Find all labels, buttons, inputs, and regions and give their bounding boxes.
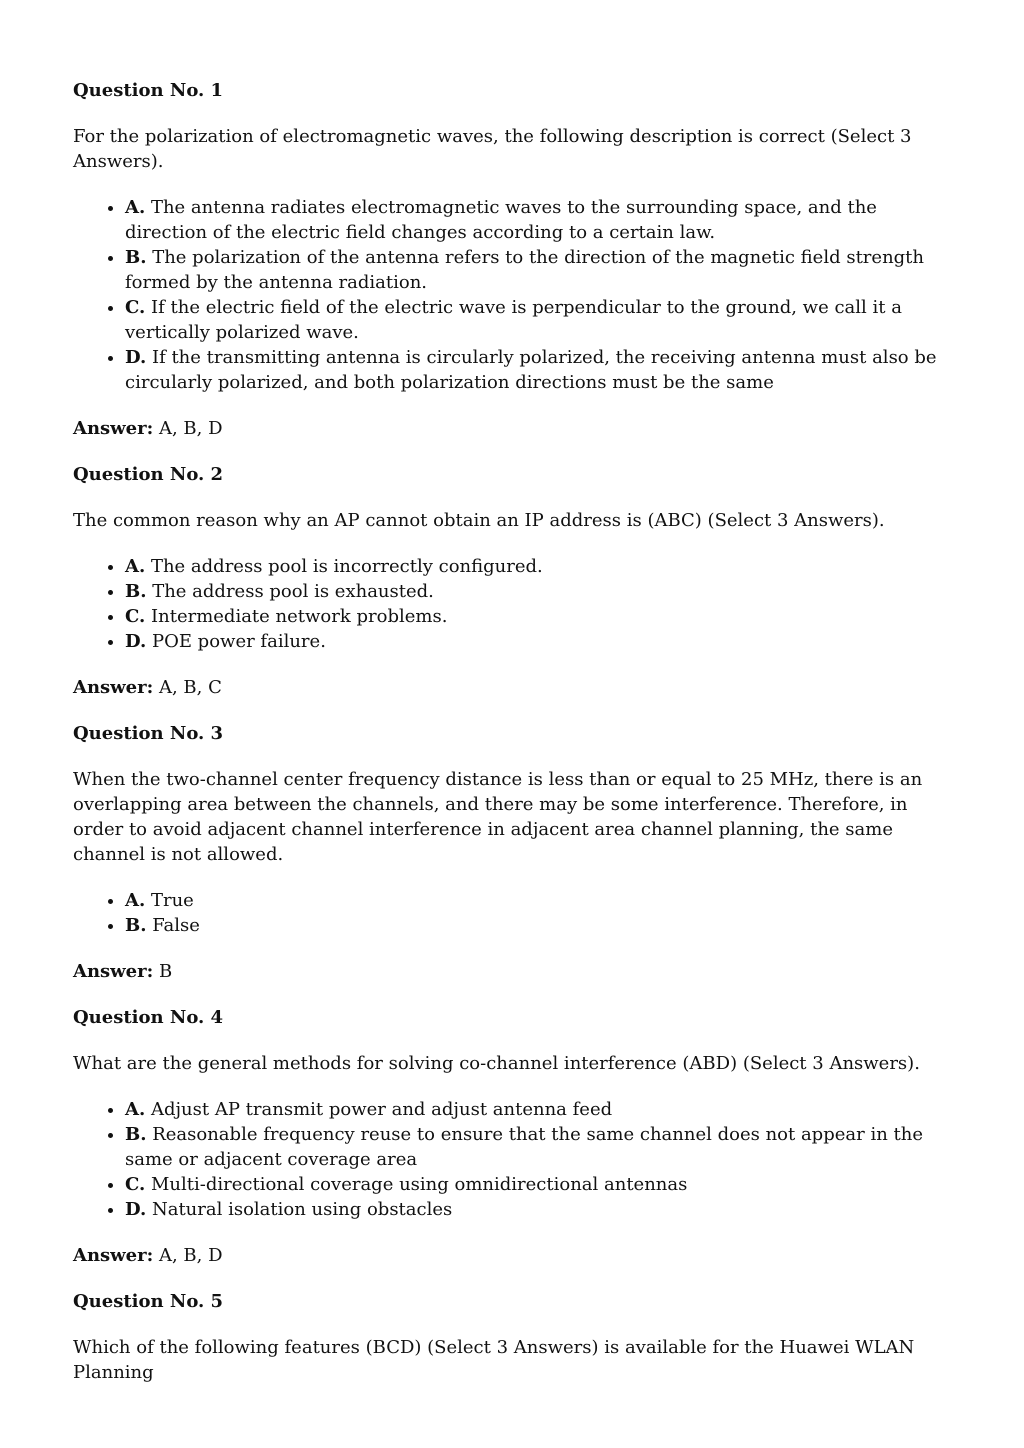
option-text: The polarization of the antenna refers to the direction of the magnetic field strength formed by the antenna radiation. <box>125 247 925 293</box>
option-item <box>125 579 954 604</box>
option-letter: C. <box>125 1174 146 1195</box>
option-text: The antenna radiates electromagnetic waves to the surrounding space, and the direction of the electric field changes according to a certain law. <box>125 197 877 243</box>
answer-label: Answer: <box>73 418 154 439</box>
option-text: If the transmitting antenna is circularly polarized, the receiving antenna must also be circularly polarized, and both polarization directions must be the same <box>125 347 937 393</box>
question-5 <box>73 1289 954 1385</box>
question-title: Question No. 5 <box>73 1291 224 1312</box>
option-letter: D. <box>125 1199 147 1220</box>
option-item <box>125 1197 954 1222</box>
option-text: Natural isolation using obstacles <box>146 1199 453 1220</box>
answer-line <box>73 416 954 441</box>
question-title: Question No. 1 <box>73 80 224 101</box>
question-text: The common reason why an AP cannot obtain an IP address is (ABC) (Select 3 Answers). <box>73 510 885 531</box>
question-title: Question No. 4 <box>73 1007 224 1028</box>
answer-label: Answer: <box>73 1245 154 1266</box>
option-list <box>73 554 954 654</box>
answer-value: A, B, D <box>153 1245 223 1266</box>
option-text: The address pool is incorrectly configured. <box>145 556 543 577</box>
option-text: True <box>145 890 194 911</box>
option-item <box>125 1122 954 1172</box>
question-4 <box>73 1005 954 1268</box>
option-list <box>73 1097 954 1222</box>
option-item <box>125 604 954 629</box>
answer-line <box>73 1243 954 1268</box>
option-letter: B. <box>125 581 147 602</box>
question-text: What are the general methods for solving co-channel interference (ABD) (Select 3 Answers). <box>73 1053 920 1074</box>
question-text: When the two-channel center frequency distance is less than or equal to 25 MHz, there is an overlapping area between the channels, and there may be some interference. Therefore, in order to avoid adjacent channel interference in adjacent area channel planning, the same channel is not allowed. <box>73 769 923 865</box>
option-item <box>125 888 954 913</box>
question-text: For the polarization of electromagnetic waves, the following description is correct (Select 3 Answers). <box>73 126 912 172</box>
answer-value: A, B, D <box>153 418 223 439</box>
option-text: Intermediate network problems. <box>145 606 448 627</box>
option-letter: D. <box>125 631 147 652</box>
question-1 <box>73 78 954 441</box>
option-list <box>73 888 954 938</box>
option-text: Adjust AP transmit power and adjust antenna feed <box>145 1099 613 1120</box>
option-item <box>125 245 954 295</box>
answer-label: Answer: <box>73 677 154 698</box>
option-text: Multi-directional coverage using omnidirectional antennas <box>145 1174 688 1195</box>
option-letter: A. <box>125 556 146 577</box>
option-item <box>125 295 954 345</box>
option-letter: D. <box>125 347 147 368</box>
option-text: The address pool is exhausted. <box>146 581 434 602</box>
option-text: Reasonable frequency reuse to ensure that the same channel does not appear in the same or adjacent coverage area <box>125 1124 923 1170</box>
question-3 <box>73 721 954 984</box>
answer-line <box>73 959 954 984</box>
option-letter: A. <box>125 1099 146 1120</box>
option-letter: B. <box>125 915 147 936</box>
question-text: Which of the following features (BCD) (Select 3 Answers) is available for the Huawei WLAN Planning <box>73 1337 915 1383</box>
answer-line <box>73 675 954 700</box>
option-letter: B. <box>125 1124 147 1145</box>
answer-value: B <box>153 961 173 982</box>
option-letter: C. <box>125 297 146 318</box>
option-text: False <box>146 915 200 936</box>
answer-value: A, B, C <box>153 677 222 698</box>
option-item <box>125 629 954 654</box>
option-text: If the electric field of the electric wave is perpendicular to the ground, we call it a vertically polarized wave. <box>125 297 902 343</box>
option-item <box>125 1097 954 1122</box>
option-letter: A. <box>125 197 146 218</box>
option-text: POE power failure. <box>146 631 326 652</box>
question-title: Question No. 2 <box>73 464 224 485</box>
question-title: Question No. 3 <box>73 723 224 744</box>
option-letter: A. <box>125 890 146 911</box>
option-item <box>125 345 954 395</box>
option-item <box>125 195 954 245</box>
option-list <box>73 195 954 395</box>
option-item <box>125 1172 954 1197</box>
option-letter: C. <box>125 606 146 627</box>
option-letter: B. <box>125 247 147 268</box>
question-2 <box>73 462 954 700</box>
option-item <box>125 913 954 938</box>
answer-label: Answer: <box>73 961 154 982</box>
option-item <box>125 554 954 579</box>
